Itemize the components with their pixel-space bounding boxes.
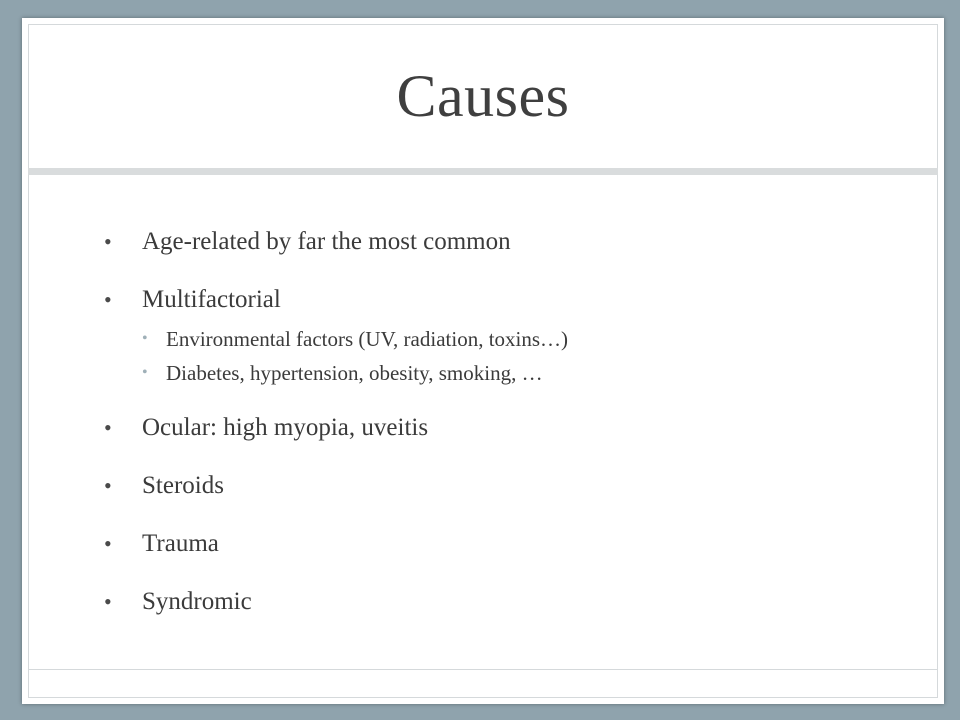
sub-bullet-text: Environmental factors (UV, radiation, toxins…) bbox=[166, 327, 569, 351]
bullet-text: Ocular: high myopia, uveitis bbox=[142, 414, 429, 441]
bullet-text: Age-related by far the most common bbox=[142, 228, 511, 255]
bullet-icon: • bbox=[104, 229, 112, 254]
bullet-text: Syndromic bbox=[142, 588, 252, 615]
bullet-icon: • bbox=[104, 589, 112, 614]
sub-bullet-item bbox=[142, 356, 904, 390]
bullet-icon: • bbox=[104, 473, 112, 498]
bullet-item bbox=[104, 526, 904, 562]
bullet-item bbox=[104, 224, 904, 260]
bullet-text: Multifactorial bbox=[142, 286, 281, 313]
bullet-icon: • bbox=[104, 287, 112, 312]
bullet-icon: • bbox=[104, 531, 112, 556]
bullet-text: Steroids bbox=[142, 472, 224, 499]
title-divider bbox=[28, 168, 938, 175]
sub-bullet-list bbox=[142, 322, 904, 390]
sub-bullet-item bbox=[142, 322, 904, 356]
bullet-item bbox=[104, 468, 904, 504]
bullet-list bbox=[104, 224, 904, 642]
bullet-item bbox=[104, 584, 904, 620]
slide bbox=[22, 18, 944, 704]
sub-bullet-icon: • bbox=[142, 364, 148, 381]
sub-bullet-text: Diabetes, hypertension, obesity, smoking, … bbox=[166, 361, 543, 385]
sub-bullet-icon: • bbox=[142, 330, 148, 347]
footer-divider bbox=[28, 669, 938, 670]
bullet-item bbox=[104, 410, 904, 446]
bullet-text: Trauma bbox=[142, 530, 219, 557]
slide-title: Causes bbox=[396, 63, 570, 129]
bullet-item bbox=[104, 282, 904, 318]
bullet-icon: • bbox=[104, 415, 112, 440]
